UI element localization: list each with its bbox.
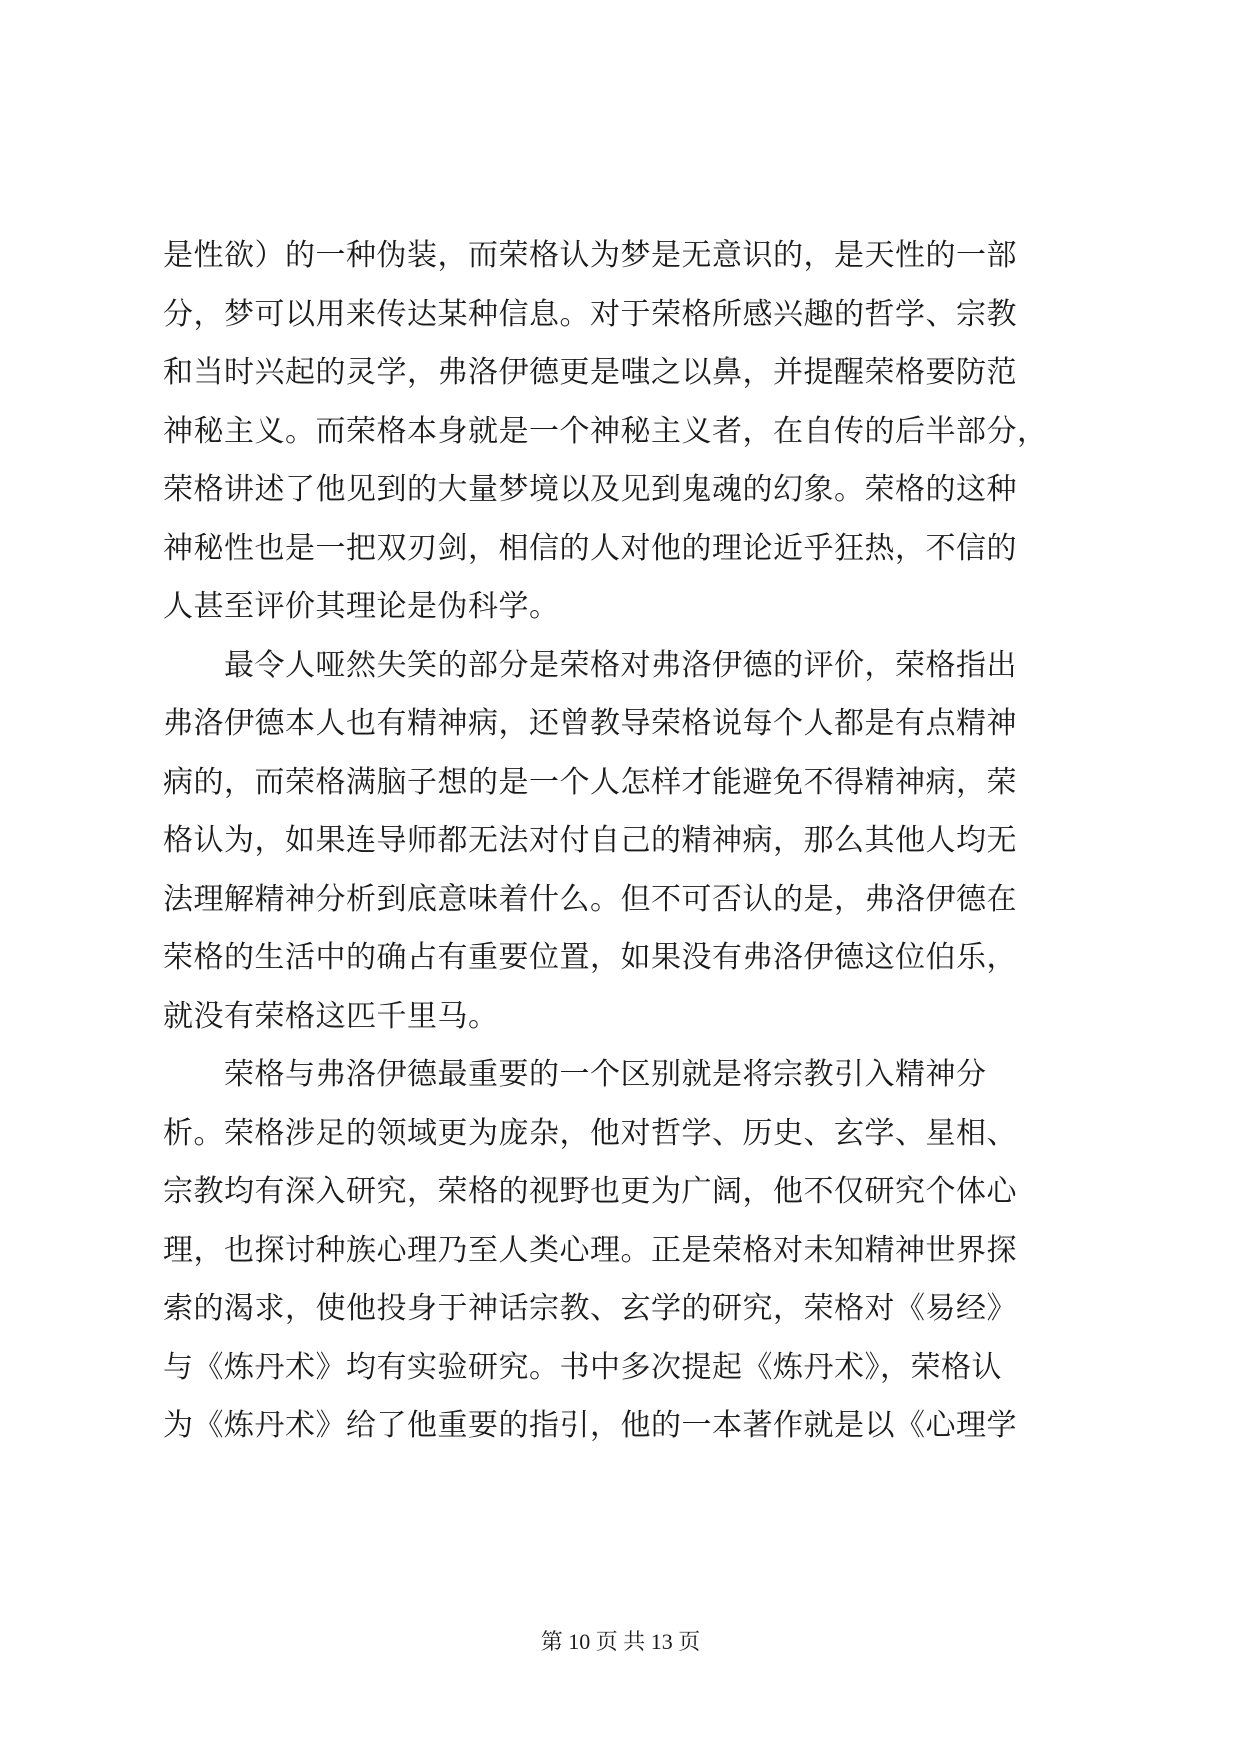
- text-line: 荣格讲述了他见到的大量梦境以及见到鬼魂的幻象。荣格的这种: [163, 472, 1017, 507]
- text-line: 与《炼丹术》均有实验研究。书中多次提起《炼丹术》，荣格认: [163, 1349, 1002, 1385]
- text-line: 神秘主义。而荣格本身就是一个神秘主义者，在自传的后半部分，: [163, 413, 1048, 449]
- text-line: 为《炼丹术》给了他重要的指引，他的一本著作就是以《心理学: [163, 1408, 1017, 1443]
- page-number: 第 10 页 共 13 页: [540, 1629, 701, 1654]
- text-line: 病的，而荣格满脑子想的是一个人怎样才能避免不得精神病，荣: [163, 764, 1017, 800]
- text-line: 分，梦可以用来传达某种信息。对于荣格所感兴趣的哲学、宗教: [163, 296, 1017, 332]
- text-line: 是性欲）的一种伪装，而荣格认为梦是无意识的，是天性的一部: [163, 238, 1017, 273]
- text-line: 析。荣格涉足的领域更为庞杂，他对哲学、历史、玄学、星相、: [163, 1115, 1017, 1151]
- text-line: 就没有荣格这匹千里马。: [163, 998, 499, 1034]
- text-line: 法理解精神分析到底意味着什么。但不可否认的是，弗洛伊德在: [163, 881, 1017, 917]
- text-line: 人甚至评价其理论是伪科学。: [163, 589, 560, 624]
- text-line: 和当时兴起的灵学，弗洛伊德更是嗤之以鼻，并提醒荣格要防范: [163, 355, 1017, 390]
- text-line: 神秘性也是一把双刃剑，相信的人对他的理论近乎狂热，不信的: [163, 530, 1017, 566]
- text-line: 宗教均有深入研究，荣格的视野也更为广阔，他不仅研究个体心: [163, 1174, 1017, 1209]
- text-line: 弗洛伊德本人也有精神病，还曾教导荣格说每个人都是有点精神: [163, 706, 1017, 741]
- text-line: 索的渴求，使他投身于神话宗教、玄学的研究，荣格对《易经》: [163, 1291, 1017, 1326]
- text-line: 荣格与弗洛伊德最重要的一个区别就是将宗教引入精神分: [163, 1057, 987, 1092]
- text-line: 理，也探讨种族心理乃至人类心理。正是荣格对未知精神世界探: [163, 1232, 1017, 1268]
- text-line: 格认为，如果连导师都无法对付自己的精神病，那么其他人均无: [163, 823, 1017, 858]
- text-line: 荣格的生活中的确占有重要位置，如果没有弗洛伊德这位伯乐，: [163, 940, 1017, 975]
- body-text: [163, 227, 1083, 1456]
- text-line: 最令人哑然失笑的部分是荣格对弗洛伊德的评价，荣格指出: [163, 647, 1017, 683]
